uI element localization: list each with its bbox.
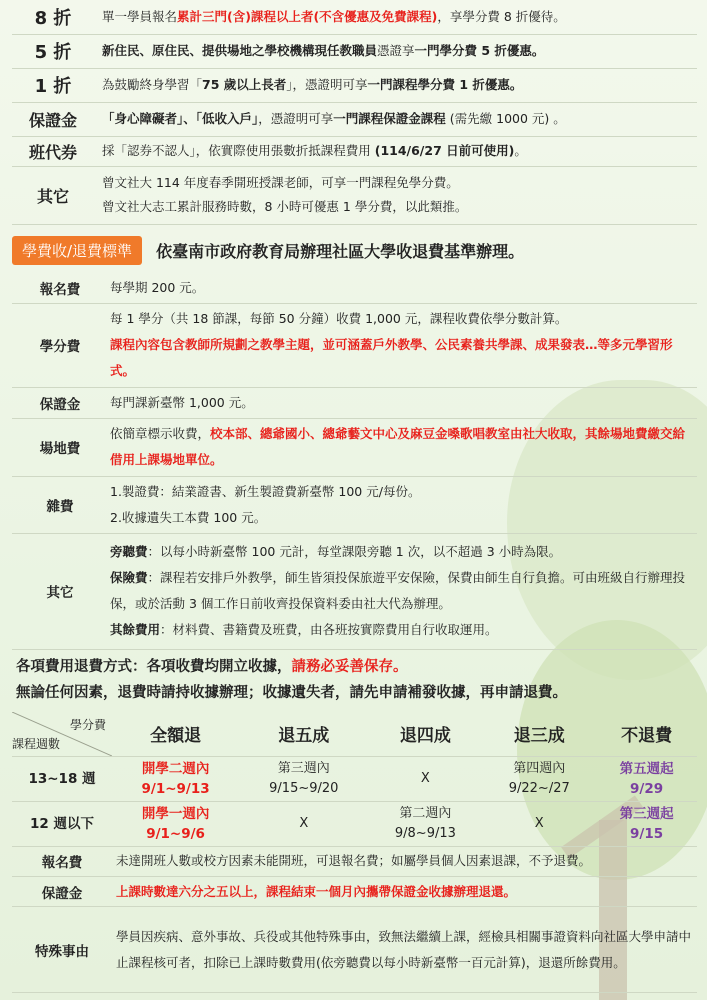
text-segment: 1.製證費：結業證書、新生製證費新臺幣 100 元/每份。 [110, 483, 421, 499]
discount-label: 保證金 [12, 102, 94, 136]
discount-label: 其它 [12, 166, 94, 224]
text-segment: (114/6/27 日前可使用) [374, 143, 515, 158]
refund-corner-cell [12, 712, 112, 757]
fee-text [108, 533, 697, 649]
fee-text [108, 418, 697, 476]
fee-row [12, 387, 697, 418]
text-line [110, 275, 691, 301]
text-segment: 每門課新臺幣 1,000 元。 [110, 394, 254, 410]
text-segment: ，享學分費 8 折優待。 [437, 8, 566, 24]
discount-text [94, 68, 697, 102]
discount-row-deposit [12, 102, 697, 136]
text-line [110, 539, 691, 565]
refund-cell [112, 756, 239, 801]
refund-row [12, 801, 697, 846]
text-segment: 採「認券不認人」，依實際使用張數折抵課程費用 [102, 143, 375, 158]
refund-cell [112, 801, 239, 846]
text-line [110, 565, 691, 617]
text-line [110, 617, 691, 643]
refund-cell-line: X [420, 770, 430, 786]
refund-cell-date: 9/22~/27 [508, 780, 570, 796]
text-segment: ：材料費、書籍費及班費，由各班按實際費用自行收取運用。 [160, 622, 498, 637]
refund-notes [12, 650, 697, 712]
fee-label: 報名費 [12, 273, 108, 304]
discount-row-1 [12, 68, 697, 102]
refund-cell-line: 第三週內 [277, 760, 330, 776]
text-line [116, 879, 691, 905]
refund-cell-date: 9/15 [630, 825, 664, 842]
refund-cell [482, 801, 596, 846]
refund-rule-text [112, 877, 697, 907]
text-segment: 保險費 [110, 570, 148, 585]
discount-row-voucher [12, 136, 697, 166]
refund-rule-label: 報名費 [12, 847, 112, 877]
refund-cell-line: 第四週內 [513, 760, 566, 776]
text-segment: 未達開班人數或校方因素未能開班，可退報名費；如屬學員個人因素退課，不予退費。 [116, 853, 592, 869]
text-segment: 。 [514, 143, 527, 158]
discount-table [12, 0, 697, 225]
fee-label: 其它 [12, 533, 108, 649]
text-segment: 一門課程保證金課程 [333, 111, 446, 126]
text-line [110, 332, 691, 384]
refund-cell [596, 801, 697, 846]
refund-header-row [12, 712, 697, 757]
refund-cell [368, 756, 482, 801]
refund-table [12, 712, 697, 847]
refund-cell [239, 756, 368, 801]
fee-table [12, 273, 697, 650]
fee-label: 場地費 [12, 418, 108, 476]
refund-rule-label: 保證金 [12, 877, 112, 907]
refund-cell-date: 9/8~9/13 [394, 825, 456, 841]
text-line [116, 848, 691, 874]
refund-header: 不退費 [596, 712, 697, 757]
refund-cell-line: 第三週起 [619, 805, 674, 822]
refund-cell [368, 801, 482, 846]
fee-section-badge: 學費收/退費標準 [12, 236, 142, 265]
refund-row-label: 12 週以下 [12, 801, 112, 846]
text-segment: 一門課程學分費 1 折優惠。 [367, 77, 523, 92]
fee-label: 學分費 [12, 303, 108, 387]
text-line [110, 390, 691, 416]
refund-cell [596, 756, 697, 801]
text-segment: ：以每小時新臺幣 100 元計，每堂課限旁聽 1 次，以不超過 3 小時為限。 [147, 544, 562, 559]
discount-text [94, 102, 697, 136]
text-segment: 每學期 200 元。 [110, 279, 205, 295]
fee-row [12, 418, 697, 476]
discount-text [94, 166, 697, 224]
discount-other-line: 曾文社大志工累計服務時數，8 小時可優惠 1 學分費，以此類推。 [102, 199, 468, 214]
discount-row-8 [12, 0, 697, 34]
text-segment: 2.收據遺失工本費 100 元。 [110, 509, 267, 525]
text-line [110, 505, 691, 531]
text-segment: 每 1 學分（共 18 節課，每節 50 分鐘）收費 1,000 元，課程收費依學分數計算。 [110, 311, 568, 326]
fee-text [108, 387, 697, 418]
text-segment: 一門學分費 5 折優惠。 [414, 43, 545, 58]
fee-row [12, 303, 697, 387]
fee-section-heading [12, 229, 697, 273]
text-segment: ，憑證明可享 [258, 111, 334, 126]
refund-note-warning: 請務必妥善保存。 [291, 658, 408, 675]
text-line [110, 421, 691, 473]
refund-header: 全額退 [112, 712, 239, 757]
refund-rules-table [12, 847, 697, 994]
text-segment: 」，憑證明可享 [286, 77, 368, 92]
refund-cell-date: 9/1~9/13 [141, 780, 210, 797]
text-segment: 其餘費用 [110, 622, 161, 637]
text-segment: 校本部、總爺國小、總爺藝文中心及麻豆金嗓歌唱教室由社大收取，其餘場地費繳交給借用上課場地單位。 [110, 426, 686, 467]
discount-label: 班代券 [12, 136, 94, 166]
fee-text [108, 273, 697, 304]
discount-text [94, 0, 697, 34]
discount-label: 5 折 [12, 34, 94, 68]
refund-cell-line: 開學一週內 [141, 805, 210, 822]
refund-cell-line: X [534, 815, 544, 831]
corner-top-label: 學分費 [69, 717, 106, 732]
discount-row-5 [12, 34, 697, 68]
text-line [110, 479, 691, 505]
discount-other-line: 曾文社大 114 年度春季開班授課老師，可享一門課程免學分費。 [102, 175, 459, 190]
text-segment: 旁聽費 [110, 544, 148, 559]
refund-cell-line: X [299, 815, 309, 831]
fee-label: 雜費 [12, 476, 108, 533]
text-segment: ：課程若安排戶外教學，師生皆須投保旅遊平安保險，保費由師生自行負擔。可由班級自行辦理投保，或於活動 3 個工作日前收齊投保資料委由社大代為辦理。 [110, 570, 686, 611]
text-segment: 學員因疾病、意外事故、兵役或其他特殊事由，致無法繼續上課，經檢具相關事證資料向社區大學申請中止課程核可者，扣除已上課時數費用(依旁聽費以每小時新臺幣一百元計算)，退還所餘費用。 [116, 928, 692, 970]
refund-header: 退五成 [239, 712, 368, 757]
refund-cell-line: 第二週內 [399, 805, 452, 821]
fee-section-title: 依臺南市政府教育局辦理社區大學收退費基準辦理。 [156, 242, 525, 261]
refund-cell-line: 第五週起 [619, 760, 674, 777]
refund-rule-text [112, 907, 697, 993]
text-segment: 依簡章標示收費， [110, 426, 211, 441]
refund-rule-row [12, 877, 697, 907]
refund-note-text: 各項費用退費方式：各項收費均開立收據， [16, 658, 292, 675]
refund-note-line [16, 654, 697, 680]
fee-row [12, 533, 697, 649]
refund-rule-label: 特殊事由 [12, 907, 112, 993]
fee-row [12, 476, 697, 533]
text-line [116, 924, 691, 976]
corner-bottom-label: 課程週數 [12, 736, 61, 751]
fee-row [12, 273, 697, 304]
discount-text [94, 34, 697, 68]
text-segment: 「身心障礙者」、「低收入戶」 [102, 111, 259, 126]
refund-rule-text [112, 847, 697, 877]
text-segment: 上課時數達六分之五以上，課程結束一個月內攜帶保證金收據辦理退還。 [116, 883, 517, 899]
refund-cell [482, 756, 596, 801]
refund-rule-row [12, 907, 697, 993]
refund-cell-date: 9/29 [630, 780, 664, 797]
text-line [110, 306, 691, 332]
fee-text [108, 303, 697, 387]
text-segment: 累計三門(含)課程以上者(不含優惠及免費課程) [177, 8, 438, 24]
refund-note-line: 無論任何因素，退費時請持收據辦理；收據遺失者，請先申請補發收據，再申請退費。 [16, 684, 567, 701]
text-segment: 單一學員報名 [102, 8, 178, 24]
fee-text [108, 476, 697, 533]
refund-cell [239, 801, 368, 846]
text-segment: 75 歲以上長者 [202, 77, 287, 92]
text-segment: 為鼓勵終身學習「 [102, 77, 203, 92]
discount-row-other [12, 166, 697, 224]
refund-row-label: 13~18 週 [12, 756, 112, 801]
text-segment: 新住民、原住民、提供場地之學校機構現任教職員 [102, 43, 378, 58]
refund-row [12, 756, 697, 801]
refund-header: 退三成 [482, 712, 596, 757]
fee-label: 保證金 [12, 387, 108, 418]
refund-rule-row [12, 847, 697, 877]
text-segment: 憑證享 [377, 43, 415, 58]
text-segment: 課程內容包含教師所規劃之教學主題，並可涵蓋戶外教學、公民素養共學課、成果發表…等多元學習形式。 [110, 337, 673, 378]
discount-label: 8 折 [12, 0, 94, 34]
refund-cell-date: 9/15~9/20 [269, 780, 339, 796]
text-segment: (需先繳 1000 元) 。 [445, 111, 566, 126]
refund-cell-line: 開學二週內 [141, 760, 210, 777]
discount-label: 1 折 [12, 68, 94, 102]
refund-header: 退四成 [368, 712, 482, 757]
discount-text [94, 136, 697, 166]
refund-cell-date: 9/1~9/6 [146, 825, 205, 842]
